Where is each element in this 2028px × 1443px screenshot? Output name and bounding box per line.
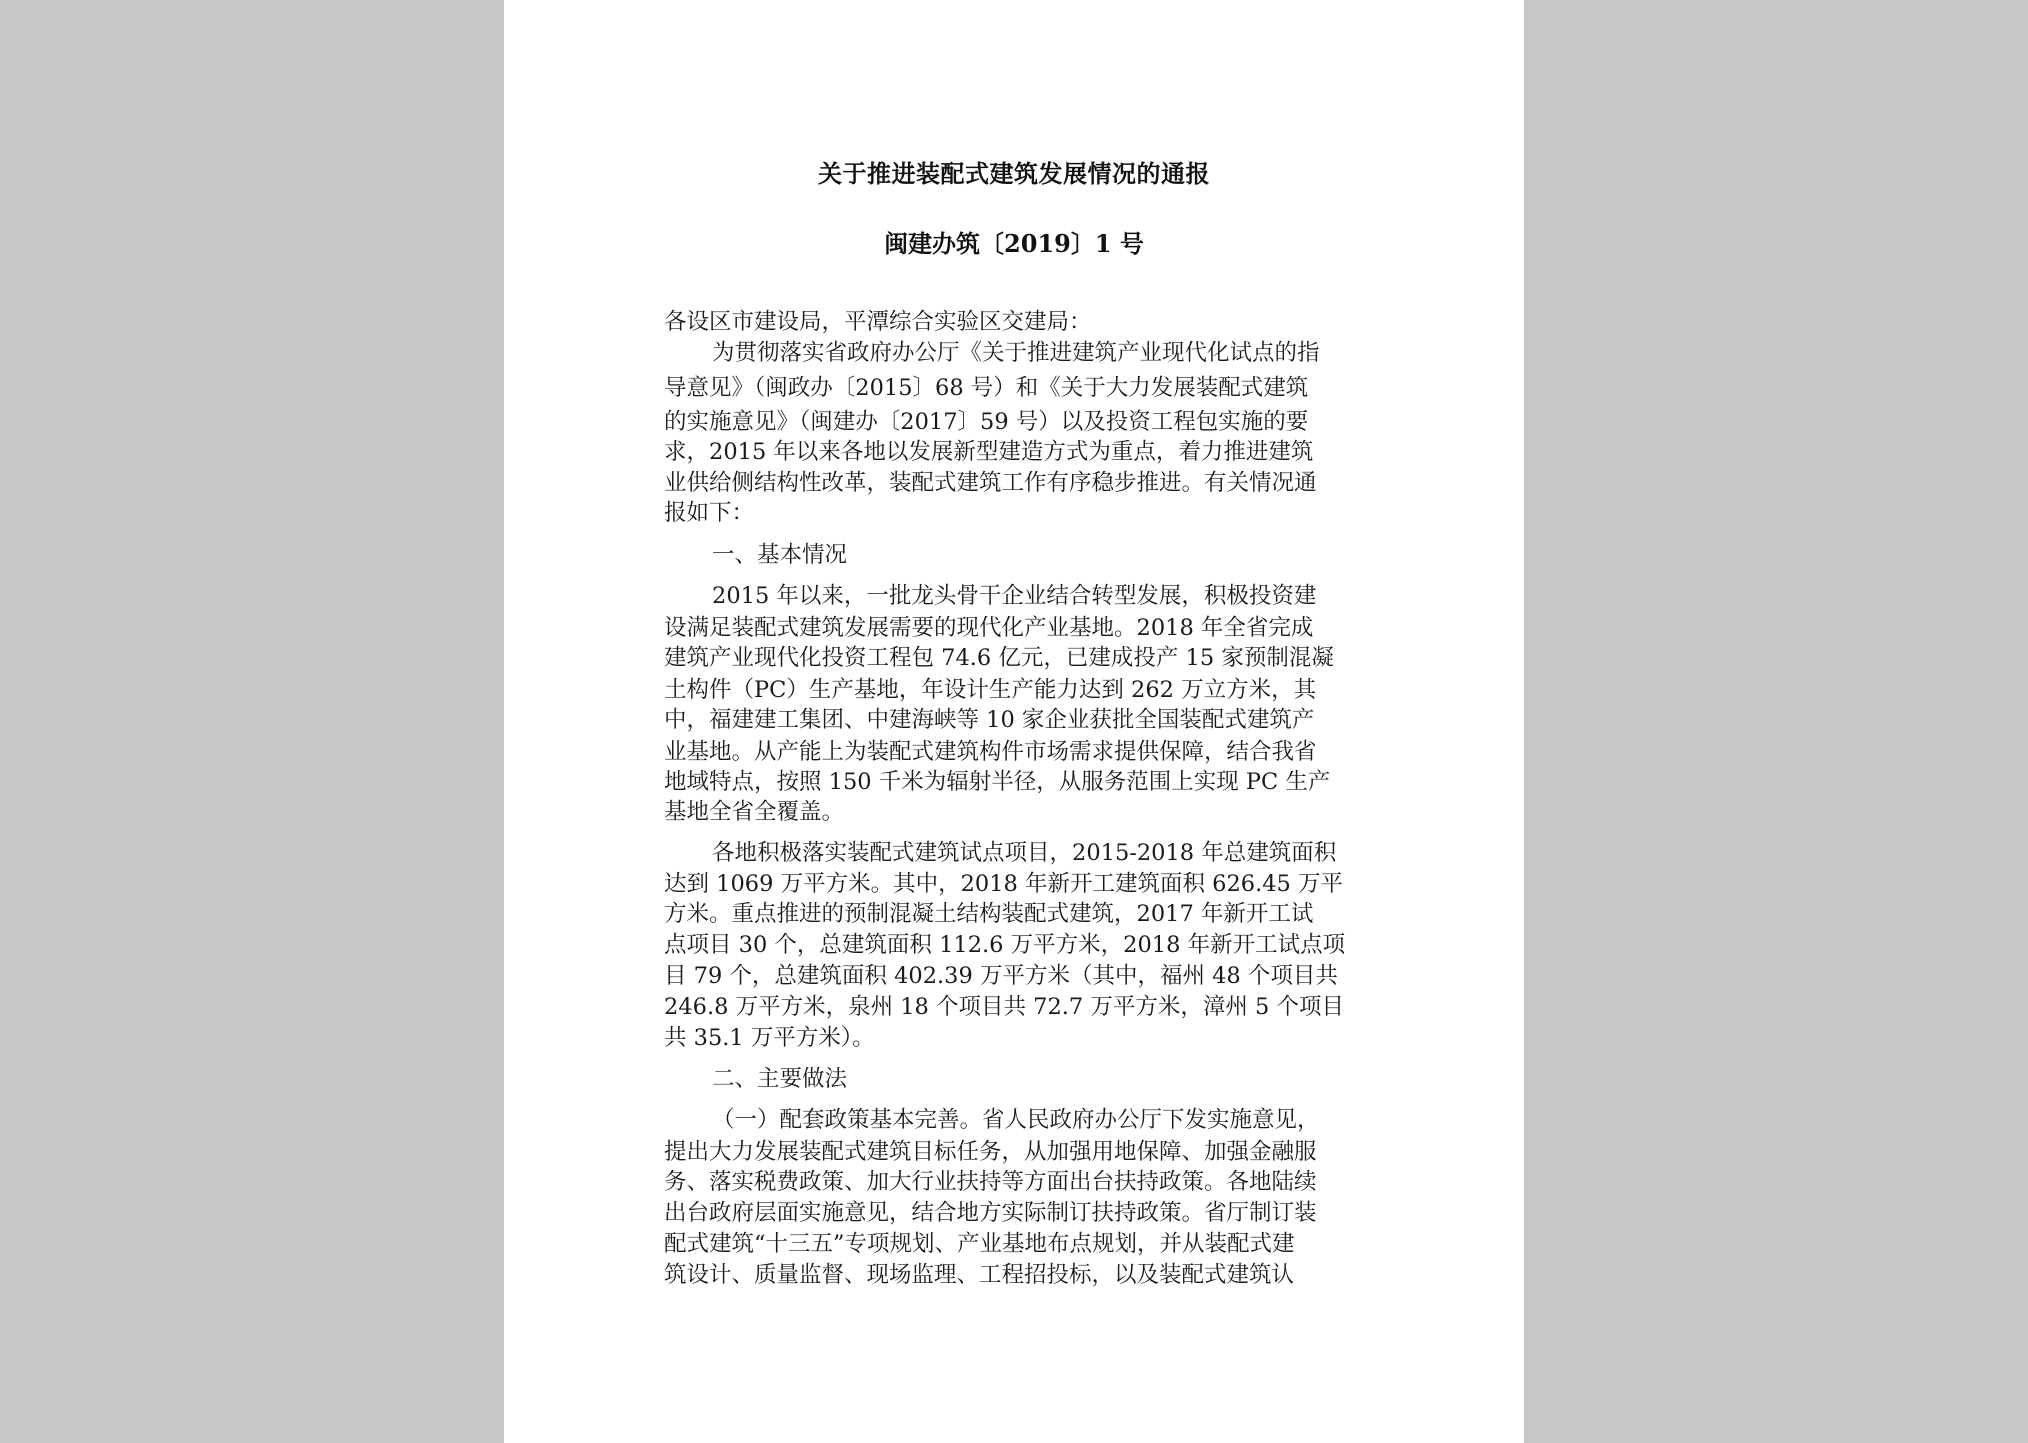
body-text-line: 务、落实税费政策、加大行业扶持等方面出台扶持政策。各地陆续: [664, 1169, 1317, 1195]
body-text-line: 设满足装配式建筑发展需要的现代化产业基地。2018 年全省完成: [664, 615, 1314, 641]
body-text-line: 求，2015 年以来各地以发展新型建造方式为重点，着力推进建筑: [664, 439, 1314, 465]
body-text-line: 基地全省全覆盖。: [664, 799, 845, 825]
document-number: 闽建办筑〔2019〕1 号: [884, 229, 1144, 258]
body-text-line: 建筑产业现代化投资工程包 74.6 亿元，已建成投产 15 家预制混凝: [664, 645, 1334, 671]
body-text-line: 的实施意见》（闽建办〔2017〕59 号）以及投资工程包实施的要: [664, 409, 1309, 435]
body-text-line: 业供给侧结构性改革，装配式建筑工作有序稳步推进。有关情况通: [664, 470, 1317, 496]
body-text-line: 共 35.1 万平方米）。: [664, 1025, 875, 1051]
body-text-line: 报如下：: [664, 500, 755, 526]
body-text-line: 导意见》（闽政办〔2015〕68 号）和《关于大力发展装配式建筑: [664, 375, 1309, 401]
body-text-line: 点项目 30 个，总建筑面积 112.6 万平方米，2018 年新开工试点项: [664, 932, 1346, 958]
body-text-line: 方米。重点推进的预制混凝土结构装配式建筑，2017 年新开工试: [664, 901, 1314, 927]
body-text-line: 246.8 万平方米，泉州 18 个项目共 72.7 万平方米，漳州 5 个项目: [664, 994, 1345, 1020]
section-heading-2: 二、主要做法: [712, 1066, 848, 1092]
body-text-line: 筑设计、质量监督、现场监理、工程招投标，以及装配式建筑认: [664, 1262, 1295, 1288]
body-text-line: 业基地。从产能上为装配式建筑构件市场需求提供保障，结合我省: [664, 739, 1317, 765]
body-text-line: 地域特点，按照 150 千米为辐射半径，从服务范围上实现 PC 生产: [664, 769, 1331, 795]
addressee-line: 各设区市建设局，平潭综合实验区交建局：: [664, 309, 1092, 335]
body-text-line: （一）配套政策基本完善。省人民政府办公厅下发实施意见，: [712, 1107, 1320, 1133]
body-text-line: 配式建筑“十三五”专项规划、产业基地布点规划，并从装配式建: [664, 1231, 1295, 1257]
body-text-line: 出台政府层面实施意见，结合地方实际制订扶持政策。省厅制订装: [664, 1200, 1317, 1226]
section-heading-1: 一、基本情况: [712, 542, 848, 568]
body-text-line: 各地积极落实装配式建筑试点项目，2015-2018 年总建筑面积: [712, 840, 1337, 866]
body-text-line: 2015 年以来，一批龙头骨干企业结合转型发展，积极投资建: [712, 583, 1317, 609]
body-text-line: 为贯彻落实省政府办公厅《关于推进建筑产业现代化试点的指: [712, 340, 1320, 366]
document-page: [504, 0, 1524, 1443]
body-text-line: 提出大力发展装配式建筑目标任务，从加强用地保障、加强金融服: [664, 1139, 1317, 1165]
body-text-line: 中，福建建工集团、中建海峡等 10 家企业获批全国装配式建筑产: [664, 707, 1315, 733]
document-title: 关于推进装配式建筑发展情况的通报: [818, 159, 1210, 188]
body-text-line: 达到 1069 万平方米。其中，2018 年新开工建筑面积 626.45 万平: [664, 871, 1344, 897]
body-text-line: 土构件（PC）生产基地，年设计生产能力达到 262 万立方米，其: [664, 677, 1317, 703]
body-text-line: 目 79 个，总建筑面积 402.39 万平方米（其中，福州 48 个项目共: [664, 963, 1338, 989]
